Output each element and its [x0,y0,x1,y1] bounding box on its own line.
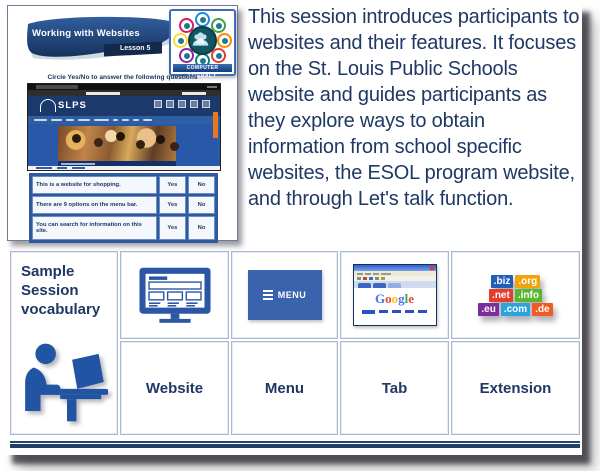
people-group-icon [188,26,217,55]
extension-tag: .de [532,303,552,316]
menu-button-icon [248,270,322,320]
vocab-label-extension: Extension [451,341,580,435]
browser-tab-icon [353,264,437,326]
table-row [32,176,215,194]
menu-icon-label: MENU [277,290,307,300]
vocabulary-table [10,251,580,435]
logo-ring-icon [195,12,210,27]
extension-tag: .net [489,289,513,302]
slps-website-screenshot [27,83,221,171]
students-photo [58,126,176,166]
question-text: You can search for information on this site. [32,216,157,240]
yes-no-question-table [29,173,218,243]
hamburger-icon [263,290,273,300]
session-description: This session introduces participants to websites and their features. It focuses on the St. Louis Public Schools website and guides participants as they explore ways to obtain information from school specific websites, the ESOL program website, and through Let's talk function. [248,6,580,210]
website-icon-cell [120,251,229,339]
bottom-divider-rule [10,441,580,448]
extension-tag: .eu [478,303,498,316]
person-at-laptop-icon [19,341,115,428]
no-cell: No [188,196,215,214]
no-cell: No [188,176,215,194]
logo-caption: COMPUTER LITERACY [173,64,232,72]
logo-ring-icon [217,33,232,48]
extension-tag: .info [515,289,542,302]
vocabulary-heading: Sample Session vocabulary [21,263,101,318]
yes-cell: Yes [159,196,186,214]
extension-icon-cell [451,251,580,339]
extension-tag: .com [501,303,530,316]
slps-menu-bar [28,116,220,124]
table-row [32,196,215,214]
extension-tag: .biz [491,275,514,288]
orange-feedback-tab [213,112,218,138]
slps-header [28,96,220,116]
slide-title: Working with Websites [32,28,140,39]
slps-brand: SLPS [58,100,87,111]
question-text: This is a website for shopping. [32,176,157,194]
lesson-slide-thumbnail [7,5,238,241]
no-cell: No [188,216,215,240]
domain-extensions-icon [478,275,552,316]
extension-tag: .org [515,275,540,288]
browser-footer-strip [28,166,221,170]
document-page [4,3,582,455]
header-icons [154,100,210,108]
vocabulary-heading-cell [10,251,118,435]
question-text: There are 9 options on the menu bar. [32,196,157,214]
google-logo: Google [374,291,415,306]
logo-ring-icon [211,48,226,63]
logo-ring-icon [173,33,188,48]
menu-icon-cell [231,251,338,339]
vocab-label-tab: Tab [340,341,449,435]
website-monitor-icon [136,265,214,326]
tab-icon-cell [340,251,449,339]
table-row [32,216,215,240]
gateway-arch-icon [40,99,56,112]
worksheet-instruction: Circle Yes/No to answer the following questions [47,74,198,81]
vocab-label-website: Website [120,341,229,435]
lesson-number-label: Lesson 5 [120,45,151,52]
vocab-label-menu: Menu [231,341,338,435]
yes-cell: Yes [159,176,186,194]
computer-literacy-logo [169,9,236,79]
yes-cell: Yes [159,216,186,240]
